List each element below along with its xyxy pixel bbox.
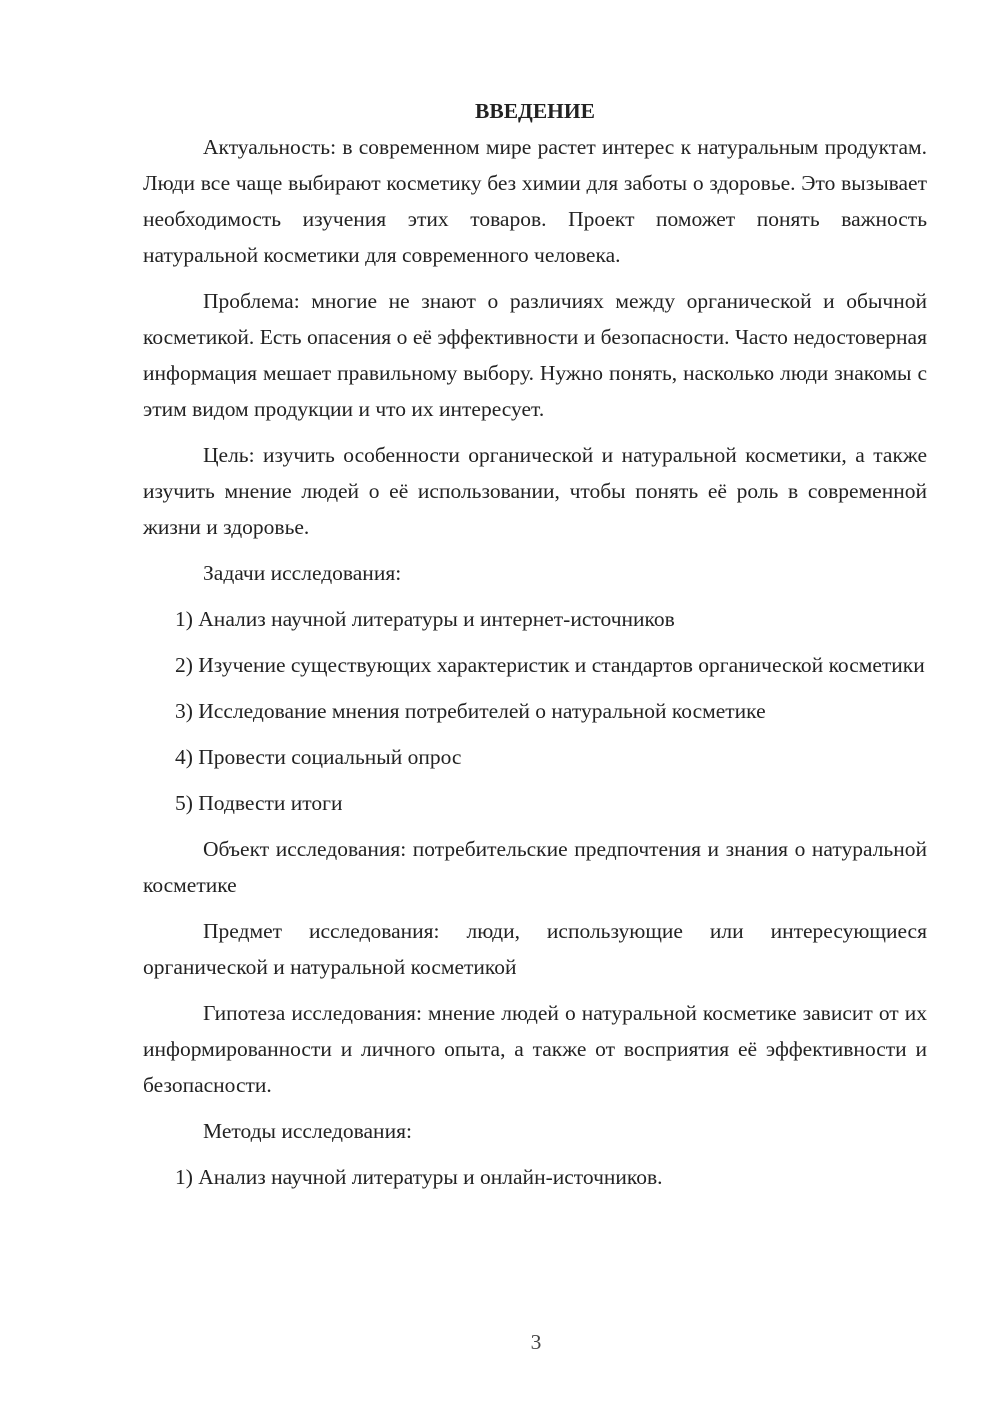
page-content <box>143 93 927 1205</box>
problem-paragraph: Проблема: многие не знают о различиях между органической и обычной косметикой. Есть опасения о её эффективности и безопасности. Часто недостоверная информация мешает правильному выбору. Нужно понять, насколько люди знакомы с этим видом продукции и что их интересует. <box>143 289 927 421</box>
method-item: 1) Анализ научной литературы и онлайн-источников. <box>175 1165 663 1189</box>
task-item: 1) Анализ научной литературы и интернет-источников <box>175 607 675 631</box>
task-item: 2) Изучение существующих характеристик и стандартов органической косметики <box>175 653 925 677</box>
task-item: 4) Провести социальный опрос <box>175 745 462 769</box>
task-item: 5) Подвести итоги <box>175 791 343 815</box>
relevance-paragraph: Актуальность: в современном мире растет интерес к натуральным продуктам. Люди все чаще выбирают косметику без химии для заботы о здоровье. Это вызывает необходимость изучения этих товаров. Проект поможет понять важность натуральной косметики для современного человека. <box>143 135 927 267</box>
task-item: 3) Исследование мнения потребителей о натуральной косметике <box>175 699 766 723</box>
tasks-heading: Задачи исследования: <box>203 561 402 585</box>
hypothesis-paragraph: Гипотеза исследования: мнение людей о натуральной косметике зависит от их информированности и личного опыта, а также от восприятия её эффективности и безопасности. <box>143 1001 927 1097</box>
object-paragraph: Объект исследования: потребительские предпочтения и знания о натуральной косметике <box>143 837 927 897</box>
subject-paragraph: Предмет исследования: люди, использующие или интересующиеся органической и натуральной косметикой <box>143 919 927 979</box>
section-title: ВВЕДЕНИЕ <box>475 99 595 123</box>
page-number: 3 <box>530 1330 542 1354</box>
methods-heading: Методы исследования: <box>203 1119 412 1143</box>
goal-paragraph: Цель: изучить особенности органической и натуральной косметики, а также изучить мнение людей о её использовании, чтобы понять её роль в современной жизни и здоровье. <box>143 443 927 539</box>
